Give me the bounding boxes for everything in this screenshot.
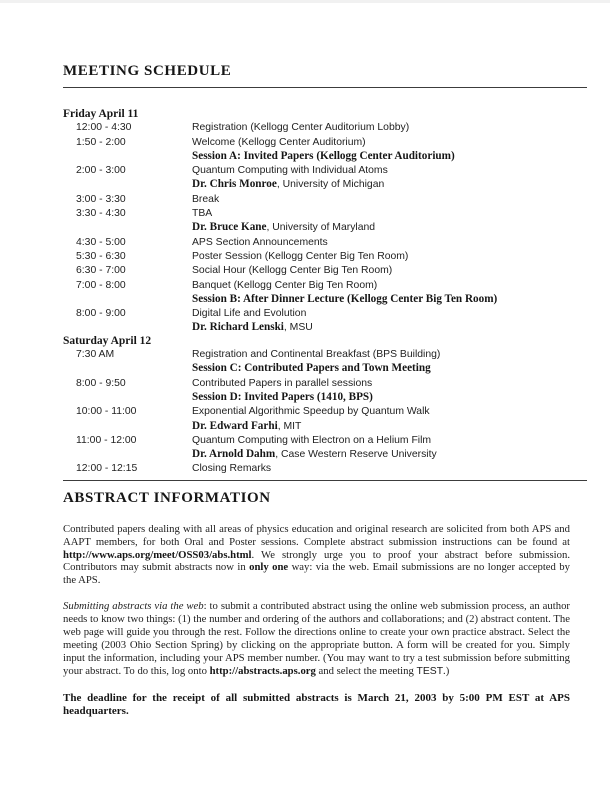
schedule-day-label: Saturday April 12 [63,334,152,347]
schedule-time: 7:00 - 8:00 [76,279,126,291]
schedule-description [192,137,366,148]
schedule-time: 5:30 - 6:30 [76,250,126,262]
text-segment: Registration (Kellogg Center Auditorium Lobby) [192,122,410,134]
abstract-paragraph [63,523,570,588]
schedule-time: 12:00 - 12:15 [76,463,138,475]
text-segment: Submitting abstracts via the web [63,600,204,613]
schedule-row [63,376,587,390]
text-segment: Digital Life and Evolution [192,308,307,320]
schedule-time: 10:00 - 11:00 [76,406,137,418]
schedule-description [192,122,409,133]
text-segment: way: via the web. Email submissions are no longer accepted by the APS. [63,561,570,587]
schedule-row [63,192,587,206]
abstract-paragraphs [63,523,587,718]
abstract-information-heading: ABSTRACT INFORMATION [63,489,271,506]
schedule-description [192,222,375,233]
schedule-day [63,108,587,335]
schedule-description [192,251,408,262]
text-segment: , MSU [283,322,313,334]
text-segment: : to submit a contributed abstract using the online web submission process, an author needs to know two things: (1) the number and ordering of the authors and collaborations; and (2) abstract content. The web page will guide you through the rest. Follow the directions online to create your own practice abstract. Select the meeting (2003 Ohio Section Spring) by clicking on the appropriate button. A form will be created for you. Simply input the information, including your APS member number. (You may want to try a test submission before submitting your abstract. To do this, log onto [63,600,570,677]
schedule-row [63,419,587,433]
schedule-row [63,404,587,418]
text-segment: Session C: Contributed Papers and Town Meeting [192,362,431,375]
url-text: http://www.aps.org/meet/OSS03/abs.html [63,548,252,561]
schedule-time: 4:30 - 5:00 [76,236,126,248]
schedule-row [63,461,587,475]
schedule-time: 3:00 - 3:30 [76,193,126,205]
text-segment: , MIT [277,420,302,432]
schedule-day [63,335,587,476]
text-segment: , Case Western Reserve University [275,449,437,461]
schedule-description [192,363,431,374]
schedule-time: 8:00 - 9:50 [76,377,126,389]
schedule-time: 8:00 - 9:00 [76,308,126,320]
text-segment: . We strongly urge you to proof your abstract before submission. Contributors may submit abstracts now in [63,548,570,574]
schedule-row [63,390,587,404]
text-segment: Poster Session (Kellogg Center Big Ten Room) [192,250,409,262]
schedule-description [192,208,212,219]
text-segment: Session B: After Dinner Lecture (Kellogg Center Big Ten Room) [192,292,498,305]
schedule-row [63,135,587,149]
text-segment: Closing Remarks [192,463,272,475]
text-segment: Dr. Edward Farhi [192,419,278,432]
schedule-row [63,306,587,320]
schedule-description [192,265,392,276]
schedule-row [63,177,587,191]
schedule-description [192,349,440,360]
schedule-row [63,278,587,292]
schedule-time: 1:50 - 2:00 [76,136,126,148]
section-rule [63,87,587,88]
schedule-description [192,421,301,432]
schedule-description [192,237,328,248]
text-segment: TBA [192,208,213,220]
text-segment: Dr. Richard Lenski [192,321,284,334]
text-segment: Social Hour (Kellogg Center Big Ten Room) [192,265,393,277]
schedule-description [192,151,455,162]
schedule-description [192,392,373,403]
schedule-day-label: Friday April 11 [63,108,139,120]
schedule-row [63,263,587,277]
text-segment: Contributed Papers in parallel sessions [192,377,373,389]
abstract-paragraph [63,600,570,678]
schedule-description [192,406,430,417]
document-page [63,62,587,718]
text-segment: .) [443,664,450,677]
schedule-row [63,292,587,306]
schedule-row [63,433,587,447]
text-segment: , University of Maryland [266,222,376,234]
schedule-time: 6:30 - 7:00 [76,265,126,277]
text-segment: Session A: Invited Papers (Kellogg Center Auditorium) [192,149,455,162]
schedule-row [63,206,587,220]
schedule-row [63,447,587,461]
schedule-description [192,378,372,389]
schedule-row [63,149,587,163]
text-segment: Dr. Chris Monroe [192,178,277,191]
text-segment: Quantum Computing with Individual Atoms [192,165,388,177]
schedule-description [192,194,219,205]
schedule-days [63,108,587,476]
schedule-row [63,163,587,177]
schedule-time: 7:30 AM [76,349,115,361]
schedule-row [63,347,587,361]
deadline-paragraph [63,692,570,718]
text-segment: and select the meeting [315,664,417,677]
schedule-description [192,322,313,333]
schedule-time: 12:00 - 4:30 [76,122,132,134]
schedule-time: 11:00 - 12:00 [76,434,137,446]
text-segment: The deadline for the receipt of all submitted abstracts is March 21, 2003 by 5:00 PM EST at APS headquarters. [63,691,570,717]
schedule-row [63,220,587,234]
schedule-row [63,120,587,134]
text-segment: only one [249,561,289,574]
url-text: http://abstracts.aps.org [209,664,316,677]
text-segment: APS Section Announcements [192,236,328,248]
text-segment: TEST [416,665,444,677]
text-segment: Contributed papers dealing with all areas of physics education and original research are solicited from both APS and AAPT members, for both Oral and Poster sessions. Complete abstract submission instructions can be found at [63,522,570,548]
schedule-description [192,435,431,446]
schedule-row [63,249,587,263]
schedule-row [63,235,587,249]
schedule-time: 3:30 - 4:30 [76,208,126,220]
schedule-description [192,294,497,305]
schedule-description [192,463,271,474]
schedule-description [192,308,306,319]
schedule-description [192,165,388,176]
text-segment: Session D: Invited Papers (1410, BPS) [192,390,373,403]
schedule-description [192,280,377,291]
schedule-row [63,320,587,334]
text-segment: Exponential Algorithmic Speedup by Quantum Walk [192,406,430,418]
page-top-edge [0,0,610,3]
schedule-time: 2:00 - 3:00 [76,165,126,177]
text-segment: Welcome (Kellogg Center Auditorium) [192,136,366,148]
schedule-description [192,449,437,460]
text-segment: Break [192,193,220,205]
text-segment: Registration and Continental Breakfast (BPS Building) [192,349,441,361]
text-segment: Banquet (Kellogg Center Big Ten Room) [192,279,378,291]
text-segment: Quantum Computing with Electron on a Helium Film [192,434,432,446]
meeting-schedule-heading: MEETING SCHEDULE [63,63,232,79]
section-rule [63,480,587,481]
schedule-row [63,361,587,375]
text-segment: Dr. Bruce Kane [192,221,267,234]
schedule-description [192,179,384,190]
text-segment: Dr. Arnold Dahm [192,448,276,461]
text-segment: , University of Michigan [276,179,385,191]
